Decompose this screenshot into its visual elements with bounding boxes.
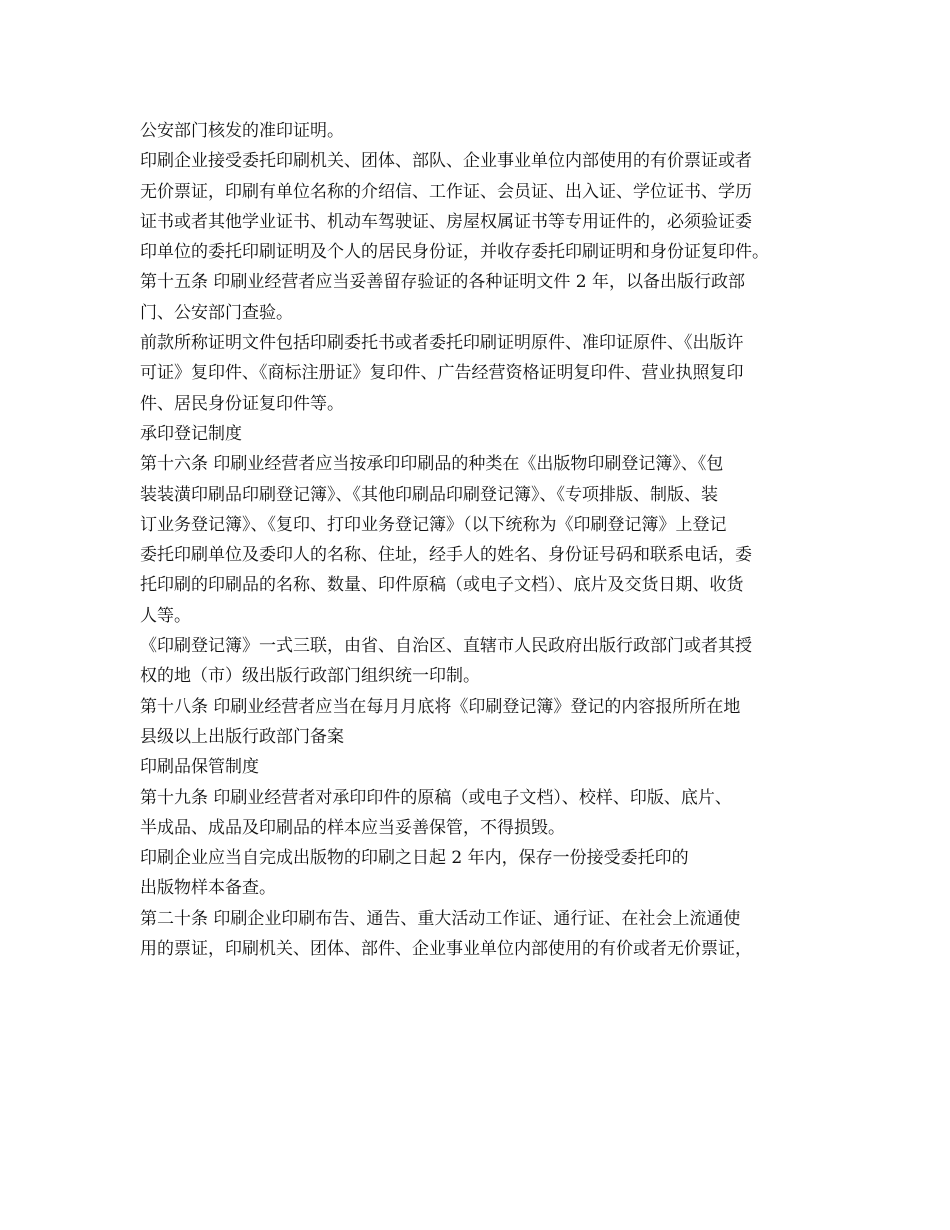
text-line: 用的票证，印刷机关、团体、部件、企业事业单位内部使用的有价或者无价票证， bbox=[140, 939, 752, 960]
text-line: 半成品、成品及印刷品的样本应当妥善保管，不得损毁。 bbox=[140, 817, 565, 838]
article-19-line: 第十九条 印刷业经营者对承印印件的原稿（或电子文档）、校样、印版、底片、 bbox=[140, 787, 732, 808]
text-line: 印单位的委托印刷证明及个人的居民身份证，并收存委托印刷证明和身份证复印件。 bbox=[140, 242, 769, 263]
text-line: 公安部门核发的准印证明。 bbox=[140, 121, 344, 141]
text-line: 证书或者其他学业证书、机动车驾驶证、房屋权属证书等专用证件的，必须验证委 bbox=[140, 211, 752, 232]
text-line: 委托印刷单位及委印人的名称、住址，经手人的姓名、身份证号码和联系电话，委 bbox=[140, 545, 752, 566]
text-line: 前款所称证明文件包括印刷委托书或者委托印刷证明原件、准印证原件、《出版许 bbox=[140, 333, 744, 354]
section-heading: 承印登记制度 bbox=[140, 423, 242, 444]
text-line: 件、居民身份证复印件等。 bbox=[140, 393, 344, 414]
document-body bbox=[140, 116, 820, 964]
article-15-line: 第十五条 印刷业经营者应当妥善留存验证的各种证明文件 2 年，以备出版行政部 bbox=[140, 272, 746, 293]
text-line: 印刷企业接受委托印刷机关、团体、部队、企业事业单位内部使用的有价票证或者 bbox=[140, 151, 752, 172]
text-line: 印刷企业应当自完成出版物的印刷之日起 2 年内，保存一份接受委托印的 bbox=[140, 848, 689, 869]
text-line: 托印刷的印刷品的名称、数量、印件原稿（或电子文档）、底片及交货日期、收货 bbox=[140, 575, 744, 596]
article-20-line: 第二十条 印刷企业印刷布告、通告、重大活动工作证、通行证、在社会上流通使 bbox=[140, 908, 741, 929]
text-line: 出版物样本备查。 bbox=[140, 878, 276, 899]
text-line: 县级以上出版行政部门备案 bbox=[140, 726, 344, 747]
text-line: 订业务登记簿》、《复印、打印业务登记簿》（以下统称为《印刷登记簿》上登记 bbox=[140, 514, 727, 535]
text-line: 门、公安部门查验。 bbox=[140, 302, 293, 323]
text-line: 无价票证，印刷有单位名称的介绍信、工作证、会员证、出入证、学位证书、学历 bbox=[140, 181, 752, 202]
text-line: 权的地（市）级出版行政部门组织统一印制。 bbox=[140, 666, 480, 687]
section-heading: 印刷品保管制度 bbox=[140, 757, 259, 778]
text-line: 《印刷登记簿》一式三联，由省、自治区、直辖市人民政府出版行政部门或者其授 bbox=[140, 636, 752, 657]
text-line: 装装潢印刷品印刷登记簿》、《其他印刷品印刷登记簿》、《专项排版、制版、装 bbox=[140, 484, 718, 505]
text-line: 可证》复印件、《商标注册证》复印件、广告经营资格证明复印件、营业执照复印 bbox=[140, 363, 744, 384]
text-line: 人等。 bbox=[140, 605, 191, 626]
article-18-line: 第十八条 印刷业经营者应当在每月月底将《印刷登记簿》登记的内容报所所在地 bbox=[140, 696, 741, 717]
article-16-line: 第十六条 印刷业经营者应当按承印印刷品的种类在《出版物印刷登记簿》、《包 bbox=[140, 454, 724, 475]
